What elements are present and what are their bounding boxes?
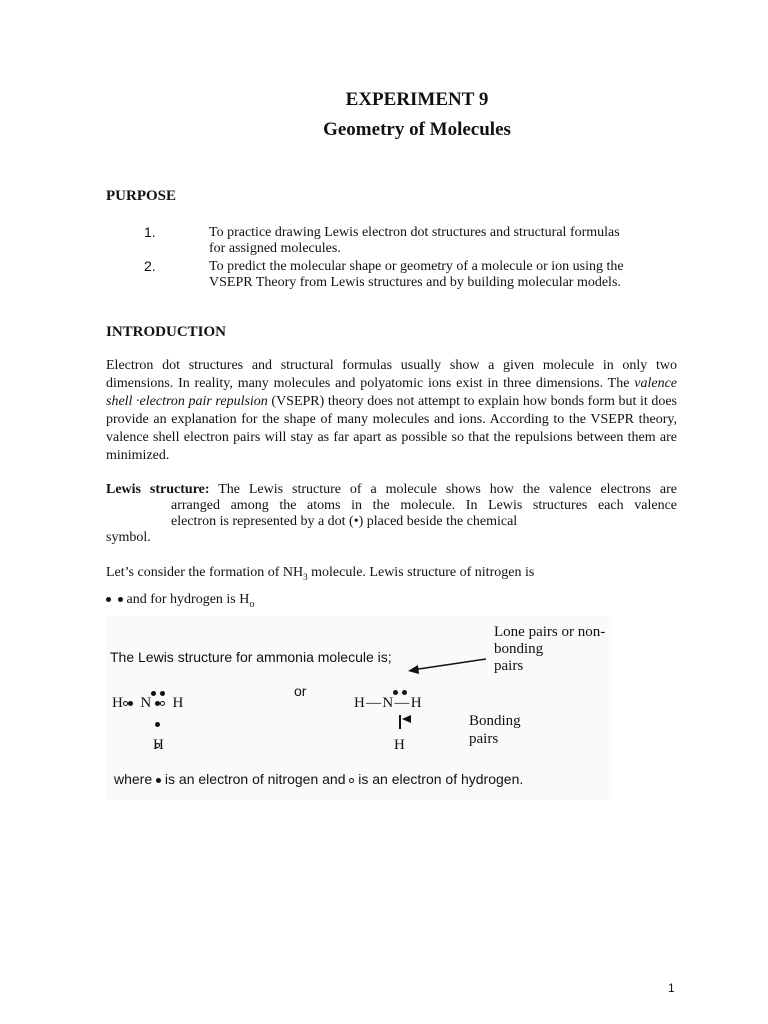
label-line: Bonding [469,713,521,729]
sentence-text: molecule. Lewis structure of nitrogen is [307,565,535,580]
lone-pair-arrow-head [408,665,419,674]
figure-footnote [114,771,523,787]
purpose-item-line: To practice drawing Lewis electron dot structures and structural formulas [209,225,620,240]
hydrogen-atom: H [394,737,405,753]
bond-line [399,715,401,729]
label-line: pairs [469,731,499,747]
nh3-sentence [106,564,677,586]
purpose-item-number: 1. [144,224,156,240]
bonding-pairs-label [469,712,521,748]
definition-text: electron is represented by a dot (•) placed beside the chemical [171,514,518,529]
purpose-item [209,259,679,291]
purpose-item-line: for assigned molecules. [209,241,341,256]
introduction-heading: INTRODUCTION [106,324,227,340]
figure-caption: The Lewis structure for ammonia molecule is; [110,649,392,665]
hydrogen-atom: H [172,695,184,711]
lewis-term: Lewis structure: [106,482,210,497]
purpose-item-line: VSEPR Theory from Lewis structures and by building molecular models. [209,275,621,290]
ammonia-dot-structure [112,695,183,712]
hydrogen-atom: H [112,695,123,711]
hydrogen-atom: H [153,737,164,753]
definition-text: arranged among the atoms in the molecule. In Lewis structures each valence [171,498,677,513]
page-title: Geometry of Molecules [323,119,511,140]
paragraph-text: Electron dot structures and structural formulas usually show a given molecule in only two dimensions. In reality, many molecules and polyatomic ions exist in three dimensions. The [106,358,677,391]
label-line: bonding [494,641,544,657]
footnote-text: is an electron of nitrogen and [161,771,350,787]
nitrogen-atom: N [382,695,394,711]
paragraph-text: (VSEPR) theory does not attempt to explain how bonds form but it does provide an explanation for the shape of many molecules and ions. According to the VSEPR theory, valence shell electron pairs will stay as far apart as possible so that the repulsions between them are minimized. [106,394,678,463]
purpose-heading: PURPOSE [106,188,177,204]
ammonia-lewis-figure [106,616,612,800]
hydrogen-atom: H [410,695,422,711]
purpose-item-line: To predict the molecular shape or geometry of a molecule or ion using the [209,259,624,274]
footnote-text: where [114,771,157,787]
vsepr-term: valence shell ·electron pair repulsion [106,376,677,409]
purpose-item [209,225,679,257]
or-label: or [294,683,307,699]
electron-dot-icon [155,722,160,727]
page-number: 1 [668,981,675,995]
sentence-text: and for hydrogen is H [123,592,250,607]
lone-pair-arrow-line [412,659,486,670]
subscript: 3 [303,571,308,582]
nitrogen-atom: N [140,695,152,711]
electron-dot-icon [128,701,133,706]
ammonia-structural-formula: H — N — H [354,695,422,711]
electron-dot-icon [106,597,111,602]
experiment-number: EXPERIMENT 9 [345,89,489,110]
label-line: pairs [494,658,524,674]
subscript: o [249,598,255,610]
bonding-arrow-head [402,715,411,723]
label-line: Lone pairs or non- [494,624,606,640]
definition-text: The Lewis structure of a molecule shows how the valence electrons are [209,482,678,497]
purpose-item-number: 2. [144,258,156,274]
introduction-paragraph [106,357,677,465]
sentence-text: Let’s consider the formation of NH [106,565,304,580]
footnote-text: is an electron of hydrogen. [354,771,524,787]
hydrogen-atom: H [354,695,365,711]
definition-text: symbol. [106,530,151,545]
hydrogen-sentence [106,592,254,610]
hydrogen-electron-icon [160,701,165,706]
lewis-definition [106,482,677,546]
